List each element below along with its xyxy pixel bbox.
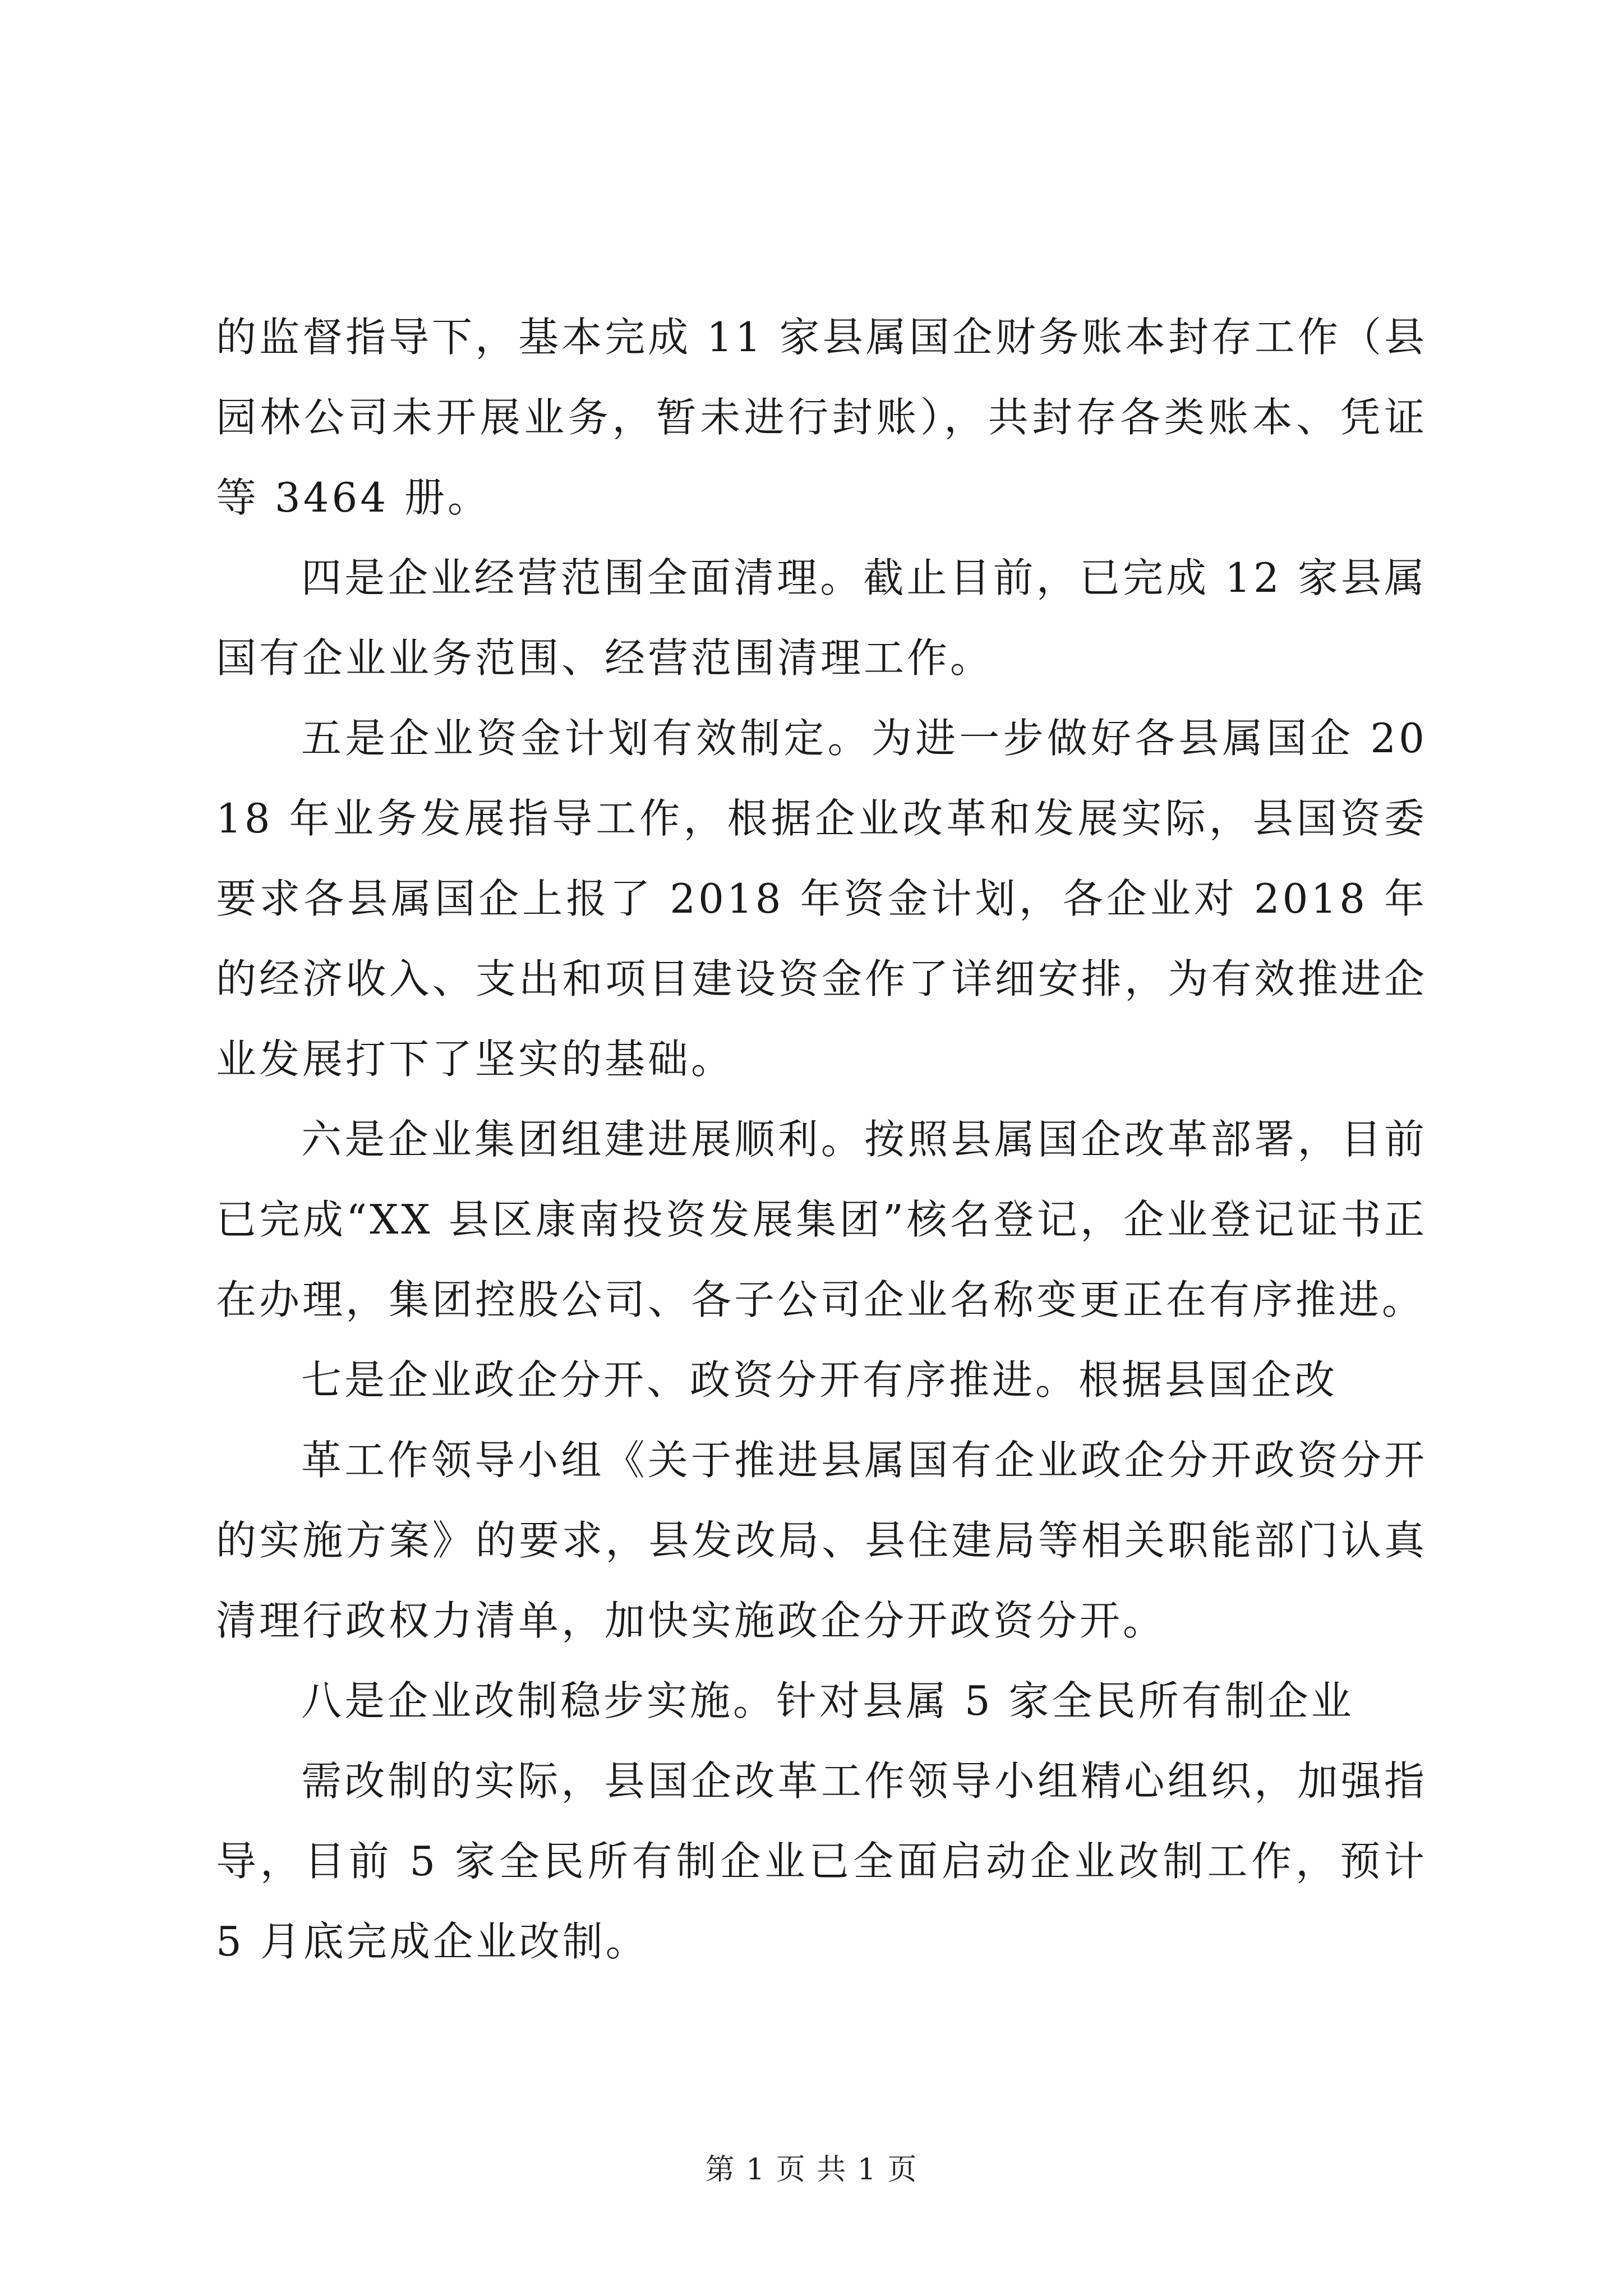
paragraph-separation-heading: 七是企业政企分开、政资分开有序推进。根据县国企改 — [301, 1356, 1338, 1404]
page-number-footer: 第 1 页 共 1 页 — [705, 2153, 918, 2187]
paragraph-restructuring-body: 需改制的实际，县国企改革工作领导小组精心组织，加强指导，目前 5 家全民所有制企业已全面启动企业改制工作，预计 5 月底完成企业改制。 — [216, 1757, 1427, 1965]
paragraph-restructuring-heading: 八是企业改制稳步实施。针对县属 5 家全民所有制企业 — [301, 1677, 1354, 1724]
document-body — [216, 297, 1427, 1982]
paragraph-separation-body: 革工作领导小组《关于推进县属国有企业政企分开政资分开的实施方案》的要求，县发改局、县住建局等相关职能部门认真清理行政权力清单，加快实施政企分开政资分开。 — [216, 1437, 1427, 1644]
paragraph-funding-plan: 五是企业资金计划有效制定。为进一步做好各县属国企 2018 年业务发展指导工作，根据企业改革和发展实际，县国资委要求各县属国企上报了 2018 年资金计划，各企业对 2018 年的经济收入、支出和项目建设资金作了详细安排，为有效推进企业发展打下了坚实的基础。 — [216, 715, 1427, 1083]
paragraph-group-formation: 六是企业集团组建进展顺利。按照县属国企改革部署，目前已完成“XX 县区康南投资发展集团”核名登记，企业登记证书正在办理，集团控股公司、各子公司企业名称变更正在有序推进。 — [216, 1116, 1427, 1323]
paragraph-continuation: 的监督指导下，基本完成 11 家县属国企财务账本封存工作（县园林公司未开展业务，暂未进行封账），共封存各类账本、凭证等 3464 册。 — [216, 314, 1427, 521]
paragraph-business-scope: 四是企业经营范围全面清理。截止目前，已完成 12 家县属国有企业业务范围、经营范围清理工作。 — [216, 554, 1427, 682]
